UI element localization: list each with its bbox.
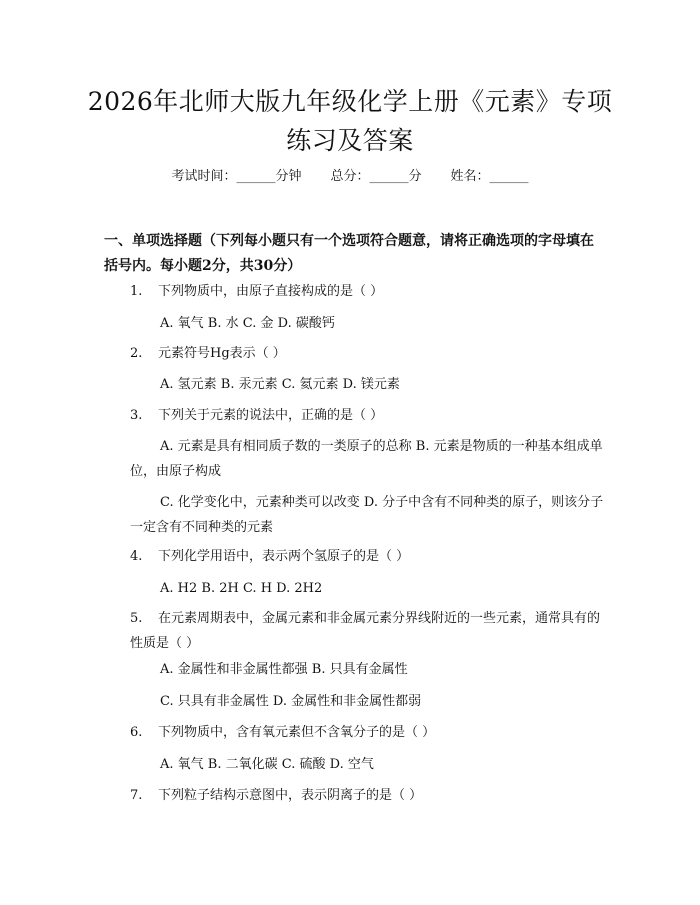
- name-field: 姓名：______: [450, 169, 529, 184]
- section-heading: 一、单项选择题（下列每小题只有一个选项符合题意，请将正确选项的字母填在括号内。每小题2分，共30分）: [104, 233, 594, 274]
- page-title: 2026年北师大版九年级化学上册《元素》专项练习及答案: [87, 87, 613, 155]
- question-4: [130, 547, 409, 567]
- question-number: 6.: [130, 725, 143, 740]
- question-7: [130, 786, 422, 806]
- question-3-options-ab: A. 元素是具有相同质子数的一类原子的总称 B. 元素是物质的一种基本组成单位，由原子构成: [130, 439, 603, 479]
- question-4-options: A. H2 B. 2H C. H D. 2H2: [160, 581, 323, 596]
- question-text: 在元素周期表中，金属元素和非金属元素分界线附近的一些元素，通常具有的性质是（ ）: [130, 611, 601, 651]
- question-text: 下列关于元素的说法中，正确的是（ ）: [158, 408, 384, 423]
- question-number: 1.: [130, 284, 143, 299]
- question-5: [130, 606, 606, 656]
- question-6-options: A. 氧气 B. 二氧化碳 C. 硫酸 D. 空气: [160, 757, 374, 772]
- question-5-options-cd: C. 只具有非金属性 D. 金属性和非金属性都弱: [160, 694, 422, 709]
- question-6: [130, 723, 435, 743]
- question-text: 下列物质中，由原子直接构成的是（ ）: [158, 284, 384, 299]
- question-number: 2.: [130, 346, 143, 361]
- question-text: 下列化学用语中，表示两个氢原子的是（ ）: [158, 549, 410, 564]
- question-text: 元素符号Hg表示（ ）: [158, 346, 286, 361]
- question-1-options: A. 氧气 B. 水 C. 金 D. 碳酸钙: [160, 316, 335, 331]
- question-3-options-cd: C. 化学变化中，元素种类可以改变 D. 分子中含有不同种类的原子，则该分子一定含有不同种类的元素: [130, 495, 604, 535]
- question-text: 下列粒子结构示意图中，表示阴离子的是（ ）: [158, 788, 423, 803]
- exam-time-field: 考试时间：______分钟: [171, 169, 302, 184]
- question-1: [130, 282, 383, 302]
- question-number: 5.: [130, 611, 143, 626]
- question-2: [130, 344, 286, 364]
- question-2-options: A. 氢元素 B. 汞元素 C. 氦元素 D. 镁元素: [160, 377, 400, 392]
- question-number: 4.: [130, 549, 143, 564]
- question-5-options-ab: A. 金属性和非金属性都强 B. 只具有金属性: [160, 662, 408, 677]
- exam-info: [0, 167, 700, 187]
- question-number: 3.: [130, 408, 143, 423]
- total-score-field: 总分：______分: [330, 169, 422, 184]
- question-3: [130, 406, 383, 426]
- question-text: 下列物质中，含有氧元素但不含氧分子的是（ ）: [158, 725, 436, 740]
- question-number: 7.: [130, 788, 143, 803]
